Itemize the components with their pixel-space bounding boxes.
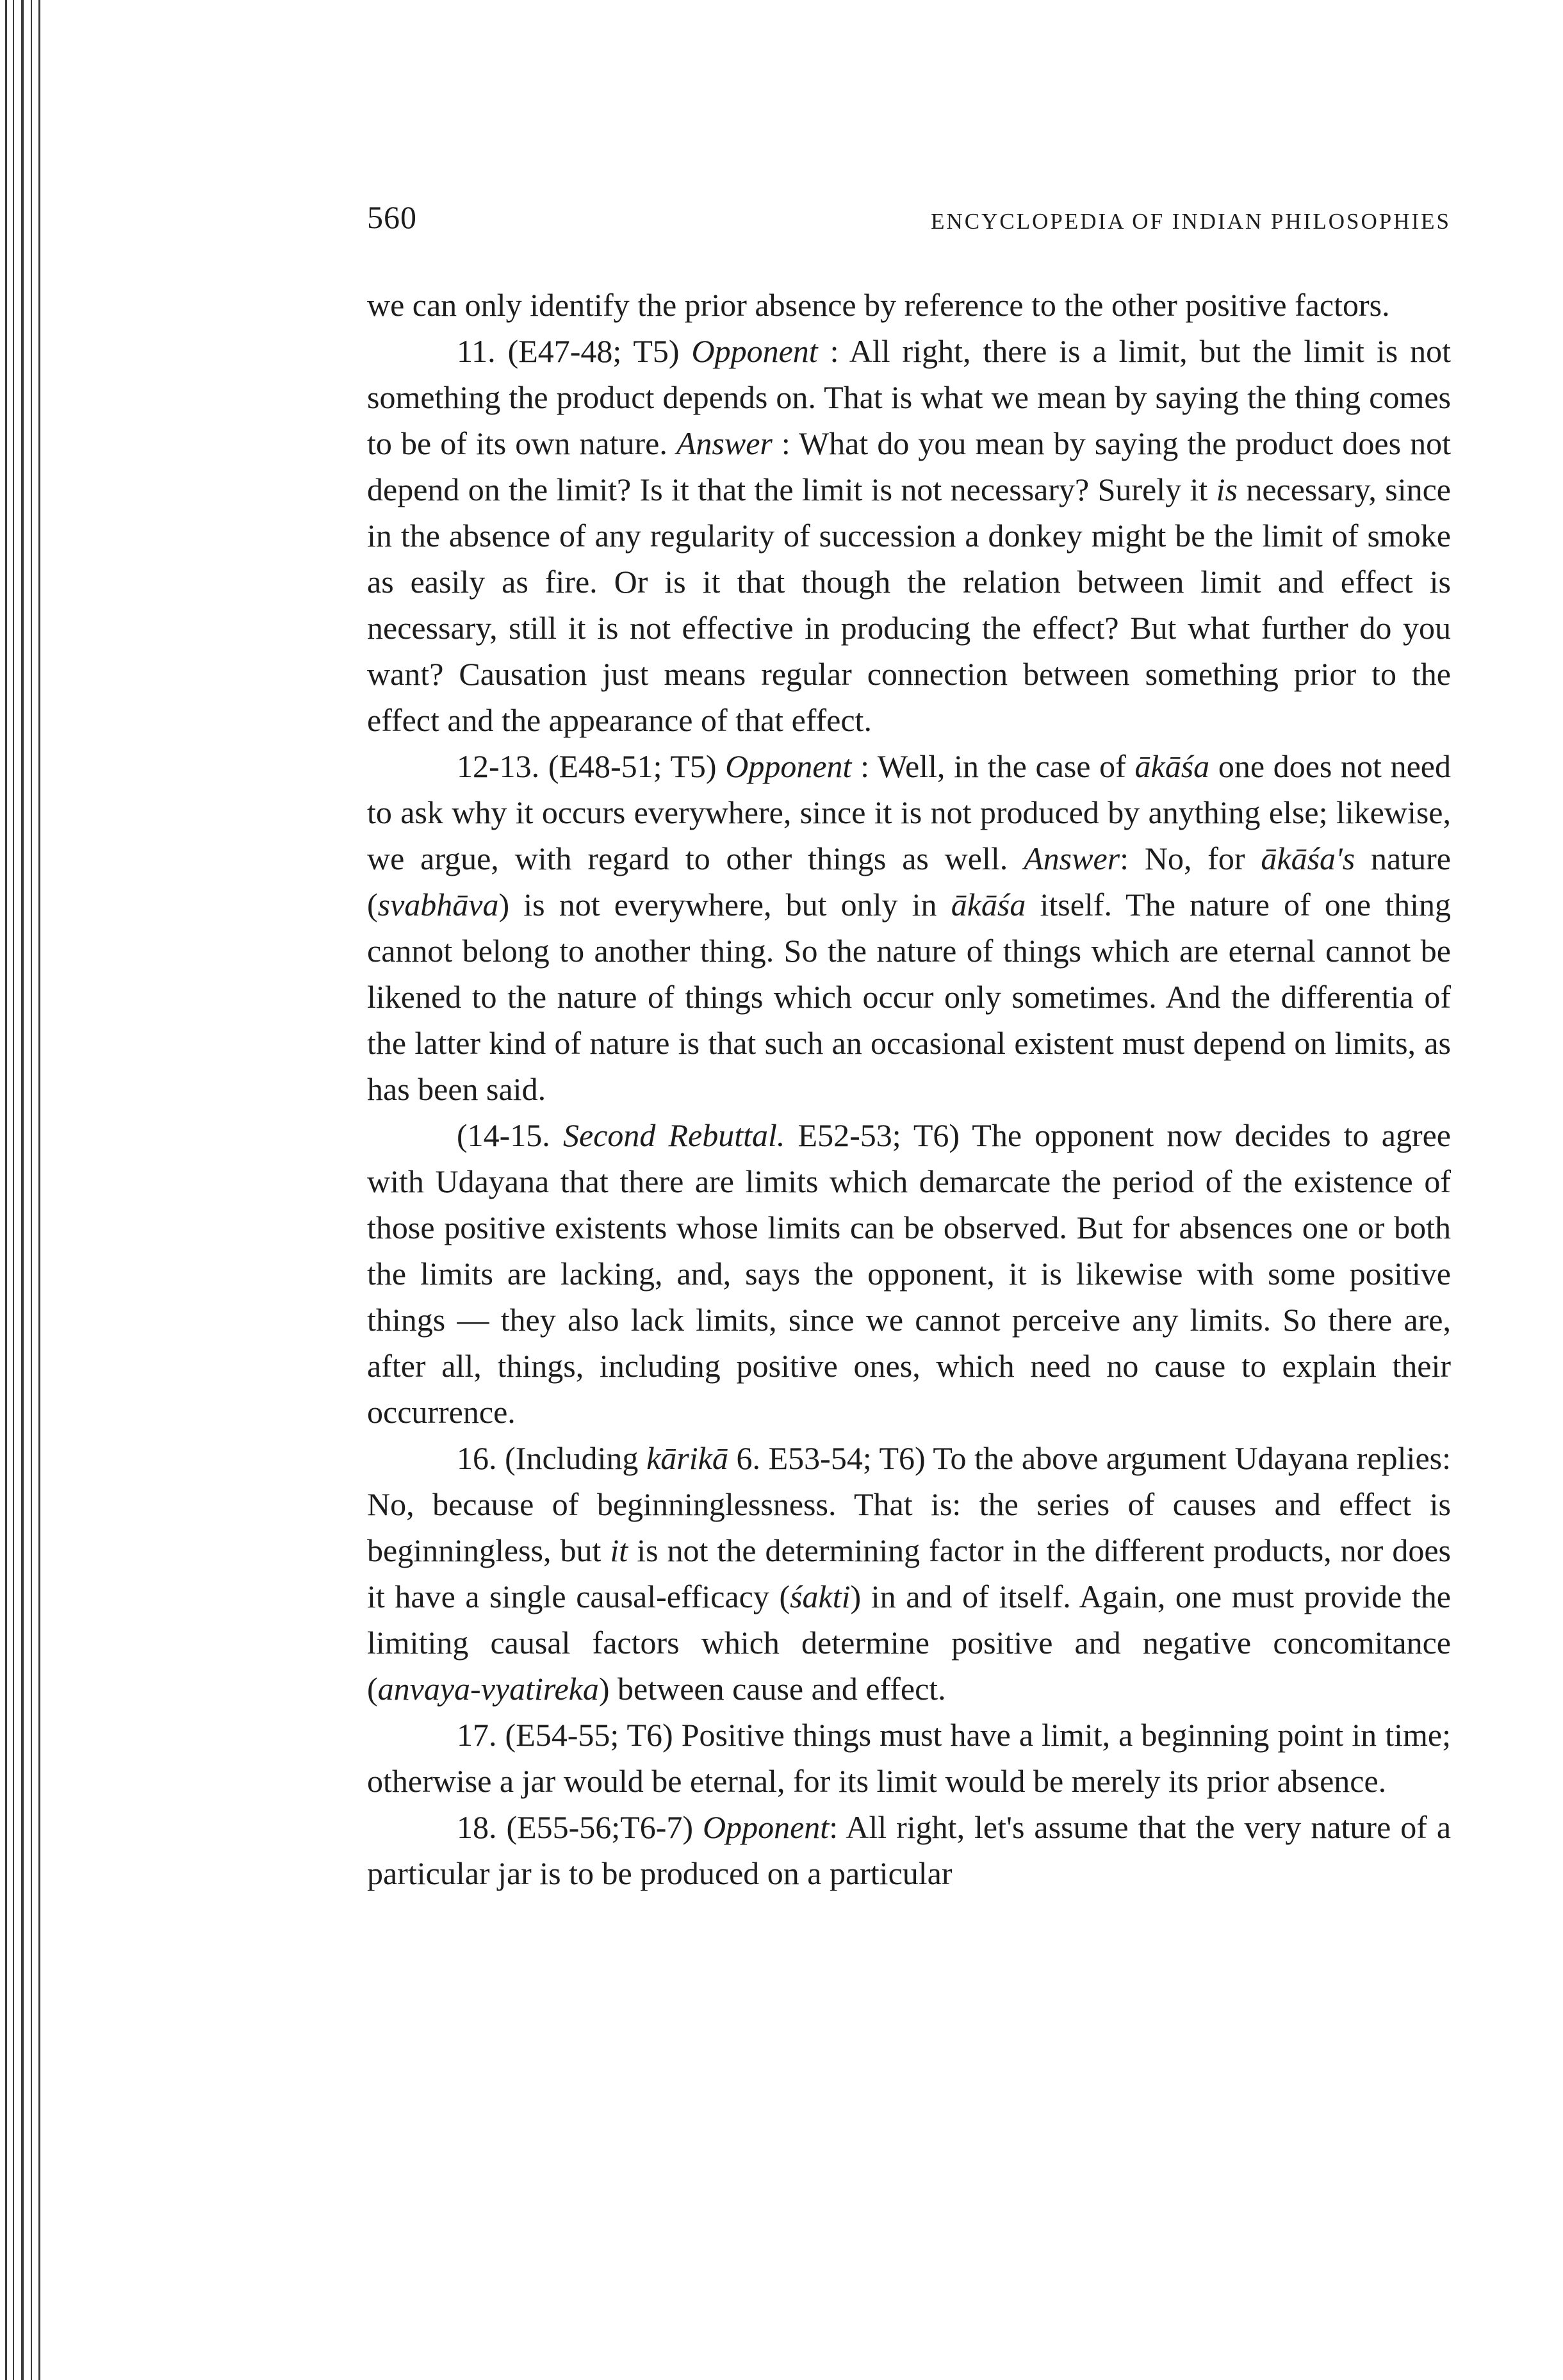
running-title: ENCYCLOPEDIA OF INDIAN PHILOSOPHIES [931, 209, 1451, 234]
paragraph-16: 16. (Including kārikā 6. E53-54; T6) To the above argument Udayana replies: No, because of beginninglessness. That is: the series of causes and effect is beginningless, but it is not the determining factor in the different products, nor does it have a single causal-efficacy (śakti) in and of itself. Again, one must provide the limiting causal factors which determine positive and negative concomitance (anvaya-vyatireka) between cause and effect. [367, 1440, 1451, 1707]
paragraph-12-13: 12-13. (E48-51; T5) Opponent : Well, in the case of ākāśa one does not need to ask why it occurs everywhere, since it is not produced by anything else; likewise, we argue, with regard to other things as well. Answer: No, for ākāśa's nature (svabhāva) is not everywhere, but only in ākāśa itself. The nature of one thing cannot belong to another thing. So the nature of things which are eternal cannot be likened to the nature of things which occur only sometimes. And the differentia of the latter kind of nature is that such an occasional existent must depend on limits, as has been said. [367, 748, 1452, 1107]
paragraph-18: 18. (E55-56;T6-7) Opponent: All right, let's assume that the very nature of a particular jar is to be produced on a particular [367, 1809, 1452, 1891]
paragraph-continuation: we can only identify the prior absence by reference to the other positive factors. [367, 287, 1390, 323]
running-head [367, 192, 1451, 243]
paragraph-11: 11. (E47-48; T5) Opponent : All right, there is a limit, but the limit is not something the product depends on. That is what we mean by saying the thing comes to be of its own nature. Answer : What do you mean by saying the product does not depend on the limit? Is it that the limit is not necessary? Surely it is necessary, since in the absence of any regularity of succession a donkey might be the limit of smoke as easily as fire. Or is it that though the relation between limit and effect is necessary, still it is not effective in producing the effect? But what further do you want? Causation just means regular connection between something prior to the effect and the appearance of that effect. [367, 333, 1452, 738]
binding-edge [0, 0, 58, 2380]
page-number: 560 [367, 199, 417, 235]
book-page [367, 192, 1451, 1896]
text-body [367, 282, 1451, 1896]
paragraph-17: 17. (E54-55; T6) Positive things must have a limit, a beginning point in time; otherwise a jar would be eternal, for its limit would be merely its prior absence. [367, 1717, 1451, 1799]
paragraph-14-15: (14-15. Second Rebuttal. E52-53; T6) The opponent now decides to agree with Udayana that there are limits which demarcate the period of the existence of those positive existents whose limits can be observed. But for absences one or both the limits are lacking, and, says the opponent, it is likewise with some positive things — they also lack limits, since we cannot perceive any limits. So there are, after all, things, including positive ones, which need no cause to explain their occurrence. [367, 1117, 1451, 1430]
